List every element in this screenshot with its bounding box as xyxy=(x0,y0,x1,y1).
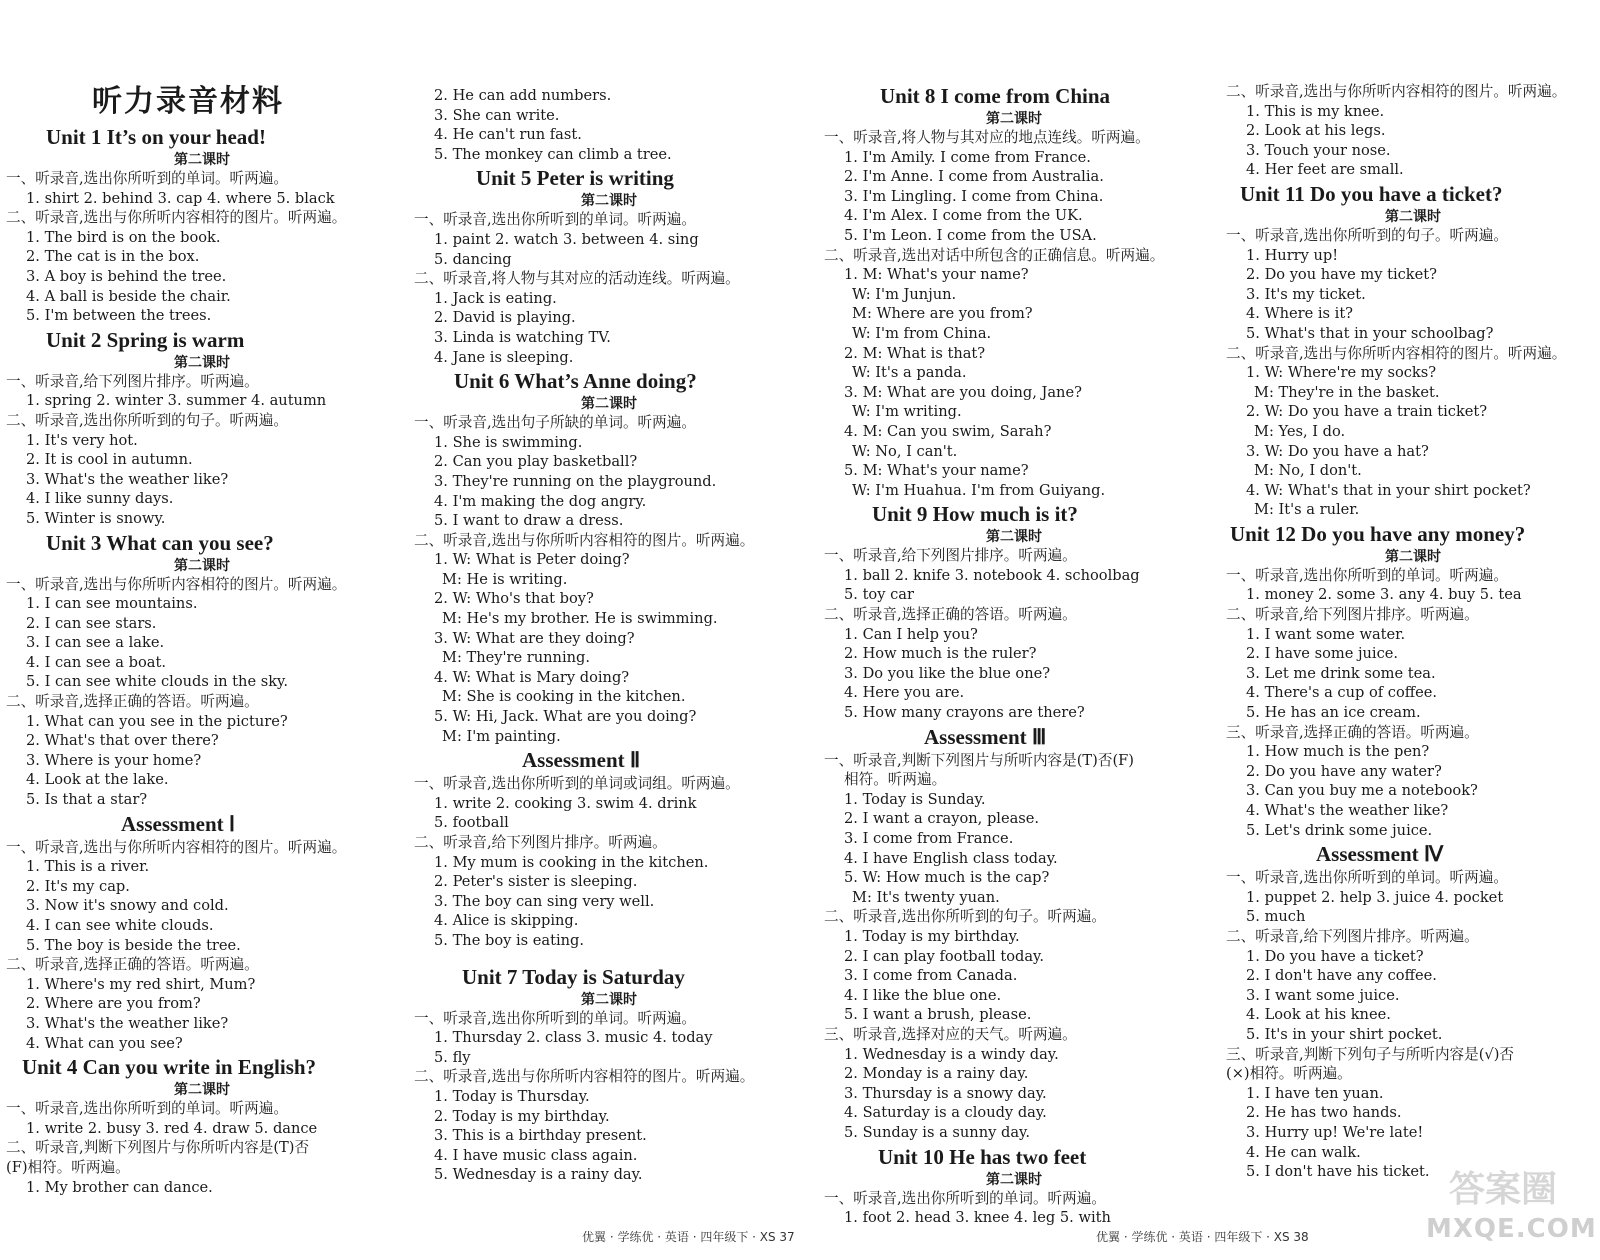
instruction-line: 二、听录音,选择正确的答语。听两遍。 xyxy=(6,693,259,711)
item-line: 2. M: What is that? xyxy=(844,344,986,362)
item-line: 5. Is that a star? xyxy=(26,791,148,809)
lesson-label: 第二课时 xyxy=(986,111,1042,127)
lesson-label: 第二课时 xyxy=(1385,548,1441,565)
item-line: 1. I have ten yuan. xyxy=(1246,1084,1384,1102)
item-line: 3. They're running on the playground. xyxy=(434,472,717,490)
item-line: 1. Where's my red shirt, Mum? xyxy=(26,975,256,993)
item-line: 4. A ball is beside the chair. xyxy=(26,287,231,305)
item-line: 1. How much is the pen? xyxy=(1246,743,1430,761)
instruction-line: 三、听录音,判断下列句子与所听内容是(√)否 xyxy=(1226,1045,1515,1063)
section-heading: Unit 1 It’s on your head! xyxy=(46,125,266,149)
lesson-label: 第二课时 xyxy=(581,991,637,1008)
lesson-label: 第二课时 xyxy=(1385,208,1441,225)
item-line: 5. W: Hi, Jack. What are you doing? xyxy=(434,708,697,726)
lesson-label: 第二课时 xyxy=(986,1171,1042,1188)
item-line: 3. This is a birthday present. xyxy=(434,1127,647,1145)
watermark-bottom-text: MXQE.COM xyxy=(1426,1214,1597,1244)
item-line: 4. I can see white clouds. xyxy=(26,917,214,934)
item-line: 5. I'm Leon. I come from the USA. xyxy=(844,226,1097,244)
item-line: 3. Touch your nose. xyxy=(1246,141,1391,159)
item-line: 5. Let's drink some juice. xyxy=(1246,821,1433,839)
item-line: 5. I can see white clouds in the sky. xyxy=(26,673,288,691)
item-line: 3. W: What are they doing? xyxy=(434,629,635,647)
lesson-label: 第二课时 xyxy=(986,529,1042,546)
item-line: 1. W: Where're my socks? xyxy=(1246,364,1437,382)
item-line: 5. It's in your shirt pocket. xyxy=(1246,1025,1443,1043)
dialogue-line: W: I'm from China. xyxy=(852,324,992,342)
dialogue-line: M: She is cooking in the kitchen. xyxy=(442,688,686,706)
item-line: 1. paint 2. watch 3. between 4. sing xyxy=(434,230,699,248)
dialogue-line: W: No, I can't. xyxy=(852,442,958,460)
item-line: 1. Thursday 2. class 3. music 4. today xyxy=(434,1029,713,1047)
item-line: 相符。听两遍。 xyxy=(844,771,947,789)
item-line: 5. He has an ice cream. xyxy=(1246,704,1421,722)
item-line: 1. spring 2. winter 3. summer 4. autumn xyxy=(26,392,327,410)
item-line: 2. It's my cap. xyxy=(26,877,130,895)
item-line: 4. Look at the lake. xyxy=(26,771,169,789)
instruction-line: 二、听录音,选出与你所听内容相符的图片。听两遍。 xyxy=(1226,83,1567,100)
item-line: 5. I don't have his ticket. xyxy=(1246,1163,1430,1181)
instruction-line: 一、听录音,判断下列图片与所听内容是(T)否(F) xyxy=(824,751,1134,769)
lesson-label: 第二课时 xyxy=(174,557,230,574)
item-line: 2. I can play football today. xyxy=(844,947,1044,965)
item-line: 1. I'm Amily. I come from France. xyxy=(844,148,1091,166)
item-line: 3. Thursday is a snowy day. xyxy=(844,1084,1047,1102)
item-line: 2. I can see stars. xyxy=(26,614,157,632)
item-line: 4. Look at his knee. xyxy=(1246,1006,1391,1024)
instruction-line: 二、听录音,判断下列图片与你所听内容是(T)否 xyxy=(6,1139,310,1157)
instruction-line: 二、听录音,选出与你所听内容相符的图片。听两遍。 xyxy=(1226,344,1567,362)
item-line: 2. The cat is in the box. xyxy=(26,248,200,266)
item-line: 1. Can I help you? xyxy=(844,625,978,643)
item-line: 4. Saturday is a cloudy day. xyxy=(844,1104,1047,1122)
instruction-line: 一、听录音,选出你所听到的单词。听两遍。 xyxy=(414,211,696,229)
item-line: 5. toy car xyxy=(844,586,914,604)
dialogue-line: M: He's my brother. He is swimming. xyxy=(442,610,718,628)
item-line: 4. Here you are. xyxy=(844,684,965,702)
item-line: 5. What's that in your schoolbag? xyxy=(1246,324,1494,342)
item-line: 3. Now it's snowy and cold. xyxy=(26,897,229,915)
item-line: 4. I have music class again. xyxy=(434,1146,638,1164)
item-line: 1. write 2. busy 3. red 4. draw 5. dance xyxy=(26,1119,318,1137)
lesson-label: 第二课时 xyxy=(174,1082,230,1099)
item-line: 2. How much is the ruler? xyxy=(844,645,1037,663)
instruction-line: 三、听录音,选择对应的天气。听两遍。 xyxy=(824,1025,1077,1043)
instruction-line: 一、听录音,给下列图片排序。听两遍。 xyxy=(824,547,1077,565)
item-line: 3. What's the weather like? xyxy=(26,1014,229,1032)
item-line: 5. I want to draw a dress. xyxy=(434,512,624,530)
item-line: 4. I'm Alex. I come from the UK. xyxy=(844,207,1083,225)
column-3 xyxy=(824,82,1204,1228)
section-heading: Assessment Ⅱ xyxy=(522,748,641,773)
section-heading: Unit 8 I come from China xyxy=(880,84,1111,108)
item-line: 1. Do you have a ticket? xyxy=(1246,947,1424,965)
instruction-line: 一、听录音,选出你所听到的单词。听两遍。 xyxy=(824,1189,1106,1207)
instruction-line: 二、听录音,选出你所听到的句子。听两遍。 xyxy=(824,908,1106,926)
lesson-label: 第二课时 xyxy=(581,193,637,210)
section-heading: Unit 4 Can you write in English? xyxy=(22,1055,317,1080)
item-line: 2. He has two hands. xyxy=(1246,1104,1402,1122)
item-line: 2. Do you have any water? xyxy=(1246,762,1442,780)
section-heading: Assessment Ⅰ xyxy=(121,811,236,836)
instruction-line: 二、听录音,选出对话中所包含的正确信息。听两遍。 xyxy=(824,246,1165,264)
item-line: 5. Wednesday is a rainy day. xyxy=(434,1166,643,1184)
item-line: 4. I like the blue one. xyxy=(844,986,1002,1004)
dialogue-line: M: No, I don't. xyxy=(1254,462,1362,480)
item-line: 4. He can walk. xyxy=(1246,1143,1361,1161)
item-line: 4. There's a cup of coffee. xyxy=(1246,684,1438,702)
instruction-line: 二、听录音,给下列图片排序。听两遍。 xyxy=(1226,606,1479,624)
item-line: 2. Look at his legs. xyxy=(1246,122,1386,140)
item-line: 3. I can see a lake. xyxy=(26,634,165,652)
item-line: 2. He can add numbers. xyxy=(434,87,612,104)
dialogue-line: W: I'm Junjun. xyxy=(852,285,957,303)
dialogue-line: M: Where are you from? xyxy=(852,305,1033,323)
item-line: 1. My brother can dance. xyxy=(26,1178,213,1196)
item-line: 2. Peter's sister is sleeping. xyxy=(434,873,638,891)
item-line: 4. W: What is Mary doing? xyxy=(434,668,630,686)
dialogue-line: W: I'm writing. xyxy=(852,403,962,421)
item-line: 3. It's my ticket. xyxy=(1246,285,1366,303)
instruction-line: 二、听录音,选择正确的答语。听两遍。 xyxy=(824,606,1077,624)
section-heading: Unit 2 Spring is warm xyxy=(46,327,245,352)
item-line: 1. Jack is eating. xyxy=(434,289,557,307)
item-line: 2. W: Who's that boy? xyxy=(434,590,594,608)
item-line: 2. I'm Anne. I come from Australia. xyxy=(844,168,1104,186)
item-line: 2. I want a crayon, please. xyxy=(844,810,1040,828)
item-line: 1. Hurry up! xyxy=(1246,246,1339,264)
item-line: 3. I want some juice. xyxy=(1246,986,1400,1004)
instruction-line: (F)相符。听两遍。 xyxy=(6,1158,130,1176)
item-line: 3. Let me drink some tea. xyxy=(1246,664,1436,682)
item-line: 2. Monday is a rainy day. xyxy=(844,1065,1029,1083)
item-line: 1. The bird is on the book. xyxy=(26,228,221,246)
item-line: 5. much xyxy=(1246,908,1306,926)
instruction-line: 一、听录音,选出你所听到的单词。听两遍。 xyxy=(6,170,288,187)
section-heading: Unit 9 How much is it? xyxy=(872,502,1078,527)
instruction-line: 一、听录音,选出你所听到的句子。听两遍。 xyxy=(1226,226,1508,244)
item-line: 1. It's very hot. xyxy=(26,431,138,449)
footer-right: 优翼 · 学练优 · 英语 · 四年级下 · XS 38 xyxy=(1096,1230,1309,1244)
item-line: 2. Can you play basketball? xyxy=(434,453,638,471)
section-heading: Unit 11 Do you have a ticket? xyxy=(1240,181,1503,206)
item-line: 2. David is playing. xyxy=(434,309,576,327)
item-line: 1. This is my knee. xyxy=(1246,102,1385,120)
instruction-line: 二、听录音,选出与你所听内容相符的图片。听两遍。 xyxy=(414,531,755,549)
item-line: 1. This is a river. xyxy=(26,858,150,876)
item-line: 2. Where are you from? xyxy=(26,995,201,1013)
item-line: 4. Jane is sleeping. xyxy=(434,348,574,366)
item-line: 5. W: How much is the cap? xyxy=(844,869,1050,887)
item-line: 1. M: What's your name? xyxy=(844,266,1029,284)
item-line: 5. Winter is snowy. xyxy=(26,509,166,527)
instruction-line: 二、听录音,选出与你所听内容相符的图片。听两遍。 xyxy=(6,209,347,227)
dialogue-line: M: He is writing. xyxy=(442,570,568,588)
section-heading: Unit 5 Peter is writing xyxy=(476,166,674,191)
instruction-line: 二、听录音,选择正确的答语。听两遍。 xyxy=(6,956,259,974)
instruction-line: 二、听录音,给下列图片排序。听两遍。 xyxy=(414,834,667,851)
item-line: 1. foot 2. head 3. knee 4. leg 5. with xyxy=(844,1209,1111,1227)
item-line: 5. fly xyxy=(434,1048,471,1066)
item-line: 4. M: Can you swim, Sarah? xyxy=(844,422,1052,440)
item-line: 3. A boy is behind the tree. xyxy=(26,267,227,285)
item-line: 1. write 2. cooking 3. swim 4. drink xyxy=(434,794,697,812)
item-line: 5. The boy is beside the tree. xyxy=(26,936,241,954)
item-line: 3. Do you like the blue one? xyxy=(844,664,1051,682)
section-heading: Unit 6 What’s Anne doing? xyxy=(454,369,697,394)
section-heading: Unit 12 Do you have any money? xyxy=(1230,521,1526,546)
item-line: 1. I want some water. xyxy=(1246,625,1406,643)
item-line: 3. Hurry up! We're late! xyxy=(1246,1123,1424,1141)
lesson-label: 第二课时 xyxy=(174,152,230,168)
instruction-line: 一、听录音,选出句子所缺的单词。听两遍。 xyxy=(414,414,696,432)
column-1 xyxy=(6,82,398,1197)
item-line: 3. I come from Canada. xyxy=(844,967,1018,985)
item-line: 5. Sunday is a sunny day. xyxy=(844,1123,1030,1141)
item-line: 4. Her feet are small. xyxy=(1246,161,1404,179)
instruction-line: 一、听录音,选出你所听到的单词。听两遍。 xyxy=(414,1009,696,1027)
dialogue-line: M: They're in the basket. xyxy=(1254,383,1440,401)
instruction-line: 一、听录音,给下列图片排序。听两遍。 xyxy=(6,372,259,390)
item-line: 4. I can see a boat. xyxy=(26,653,166,671)
item-line: 3. I come from France. xyxy=(844,830,1014,847)
item-line: 5. I'm between the trees. xyxy=(26,307,212,325)
item-line: 5. The boy is eating. xyxy=(434,931,585,949)
section-heading: Assessment Ⅲ xyxy=(924,724,1047,749)
instruction-line: 一、听录音,选出你所听到的单词或词组。听两遍。 xyxy=(414,775,740,793)
item-line: 1. My mum is cooking in the kitchen. xyxy=(434,853,709,871)
item-line: 3. Where is your home? xyxy=(26,751,202,769)
item-line: 2. I have some juice. xyxy=(1246,645,1399,663)
item-line: 3. The boy can sing very well. xyxy=(434,892,655,910)
page-title: 听力录音材料 xyxy=(92,84,284,119)
item-line: 2. I don't have any coffee. xyxy=(1246,967,1437,985)
item-line: 2. It is cool in autumn. xyxy=(26,451,193,469)
instruction-line: 一、听录音,选出与你所听内容相符的图片。听两遍。 xyxy=(6,575,347,593)
item-line: 3. She can write. xyxy=(434,106,560,124)
item-line: 1. I can see mountains. xyxy=(26,595,198,613)
instruction-line: 一、听录音,将人物与其对应的地点连线。听两遍。 xyxy=(824,129,1150,146)
item-line: 1. puppet 2. help 3. juice 4. pocket xyxy=(1246,888,1504,906)
instruction-line: 二、听录音,将人物与其对应的活动连线。听两遍。 xyxy=(414,270,740,288)
watermark-top-text: 答案圈 xyxy=(1448,1169,1557,1210)
item-line: 4. Alice is skipping. xyxy=(434,912,579,930)
dialogue-line: M: They're running. xyxy=(442,649,590,667)
footer-left: 优翼 · 学练优 · 英语 · 四年级下 · XS 37 xyxy=(582,1230,795,1244)
item-line: 1. Today is my birthday. xyxy=(844,927,1020,945)
item-line: 3. W: Do you have a hat? xyxy=(1246,442,1429,460)
dialogue-line: M: Yes, I do. xyxy=(1254,422,1346,440)
item-line: 1. W: What is Peter doing? xyxy=(434,551,630,569)
item-line: 4. What's the weather like? xyxy=(1246,802,1449,819)
item-line: 1. What can you see in the picture? xyxy=(26,712,288,730)
instruction-line: 一、听录音,选出与你所听内容相符的图片。听两遍。 xyxy=(6,838,347,856)
watermark-logo xyxy=(1426,1168,1597,1244)
section-heading: Unit 10 He has two feet xyxy=(878,1144,1087,1169)
section-heading: Unit 7 Today is Saturday xyxy=(462,964,685,989)
item-line: 4. I like sunny days. xyxy=(26,490,174,508)
item-line: 2. Today is my birthday. xyxy=(434,1107,610,1125)
dialogue-line: W: I'm Huahua. I'm from Guiyang. xyxy=(852,481,1106,499)
item-line: 5. M: What's your name? xyxy=(844,462,1029,480)
spacer xyxy=(414,951,804,963)
item-line: 1. She is swimming. xyxy=(434,433,583,451)
column-4 xyxy=(1226,82,1600,1182)
item-line: 5. The monkey can climb a tree. xyxy=(434,145,672,163)
item-line: 4. He can't run fast. xyxy=(434,126,582,144)
instruction-line: 一、听录音,选出你所听到的单词。听两遍。 xyxy=(1226,869,1508,887)
item-line: 2. What's that over there? xyxy=(26,732,219,750)
dialogue-line: W: It's a panda. xyxy=(852,364,967,382)
item-line: 1. ball 2. knife 3. notebook 4. schoolbag xyxy=(844,566,1140,584)
dialogue-line: M: It's twenty yuan. xyxy=(852,888,1000,906)
instruction-line: 二、听录音,给下列图片排序。听两遍。 xyxy=(1226,927,1479,945)
instruction-line: 一、听录音,选出你所听到的单词。听两遍。 xyxy=(1226,566,1508,584)
item-line: 3. I'm Lingling. I come from China. xyxy=(844,187,1104,205)
item-line: 4. Where is it? xyxy=(1246,305,1354,323)
section-heading: Unit 3 What can you see? xyxy=(46,530,274,555)
item-line: 3. Linda is watching TV. xyxy=(434,328,611,346)
column-2 xyxy=(414,86,804,1185)
item-line: 5. football xyxy=(434,814,509,832)
dialogue-line: M: I'm painting. xyxy=(442,727,561,745)
item-line: 2. W: Do you have a train ticket? xyxy=(1246,403,1488,421)
item-line: 1. Today is Sunday. xyxy=(844,790,986,808)
column-1-content xyxy=(6,124,398,1197)
item-line: 4. What can you see? xyxy=(26,1034,183,1052)
instruction-line: 三、听录音,选择正确的答语。听两遍。 xyxy=(1226,723,1479,741)
item-line: 4. W: What's that in your shirt pocket? xyxy=(1246,481,1531,499)
item-line: 3. M: What are you doing, Jane? xyxy=(844,383,1082,401)
item-line: 1. Today is Thursday. xyxy=(434,1087,590,1105)
lesson-label: 第二课时 xyxy=(174,354,230,371)
item-line: 3. Can you buy me a notebook? xyxy=(1246,782,1478,800)
item-line: 4. I'm making the dog angry. xyxy=(434,492,647,510)
item-line: 5. dancing xyxy=(434,250,512,268)
item-line: 5. How many crayons are there? xyxy=(844,704,1085,722)
instruction-line: 二、听录音,选出与你所听内容相符的图片。听两遍。 xyxy=(414,1068,755,1086)
instruction-line: 二、听录音,选出你所听到的句子。听两遍。 xyxy=(6,411,288,429)
item-line: 4. I have English class today. xyxy=(844,849,1058,867)
instruction-line: 一、听录音,选出你所听到的单词。听两遍。 xyxy=(6,1100,288,1118)
item-line: 3. What's the weather like? xyxy=(26,470,229,488)
lesson-label: 第二课时 xyxy=(581,396,637,413)
section-heading: Assessment Ⅳ xyxy=(1316,842,1444,867)
item-line: 5. I want a brush, please. xyxy=(844,1006,1032,1024)
item-line: 1. money 2. some 3. any 4. buy 5. tea xyxy=(1246,586,1522,604)
dialogue-line: M: It's a ruler. xyxy=(1254,501,1360,519)
instruction-line: (×)相符。听两遍。 xyxy=(1226,1065,1352,1083)
item-line: 2. Do you have my ticket? xyxy=(1246,266,1437,284)
item-line: 1. shirt 2. behind 3. cap 4. where 5. black xyxy=(26,189,335,207)
item-line: 1. Wednesday is a windy day. xyxy=(844,1045,1059,1063)
